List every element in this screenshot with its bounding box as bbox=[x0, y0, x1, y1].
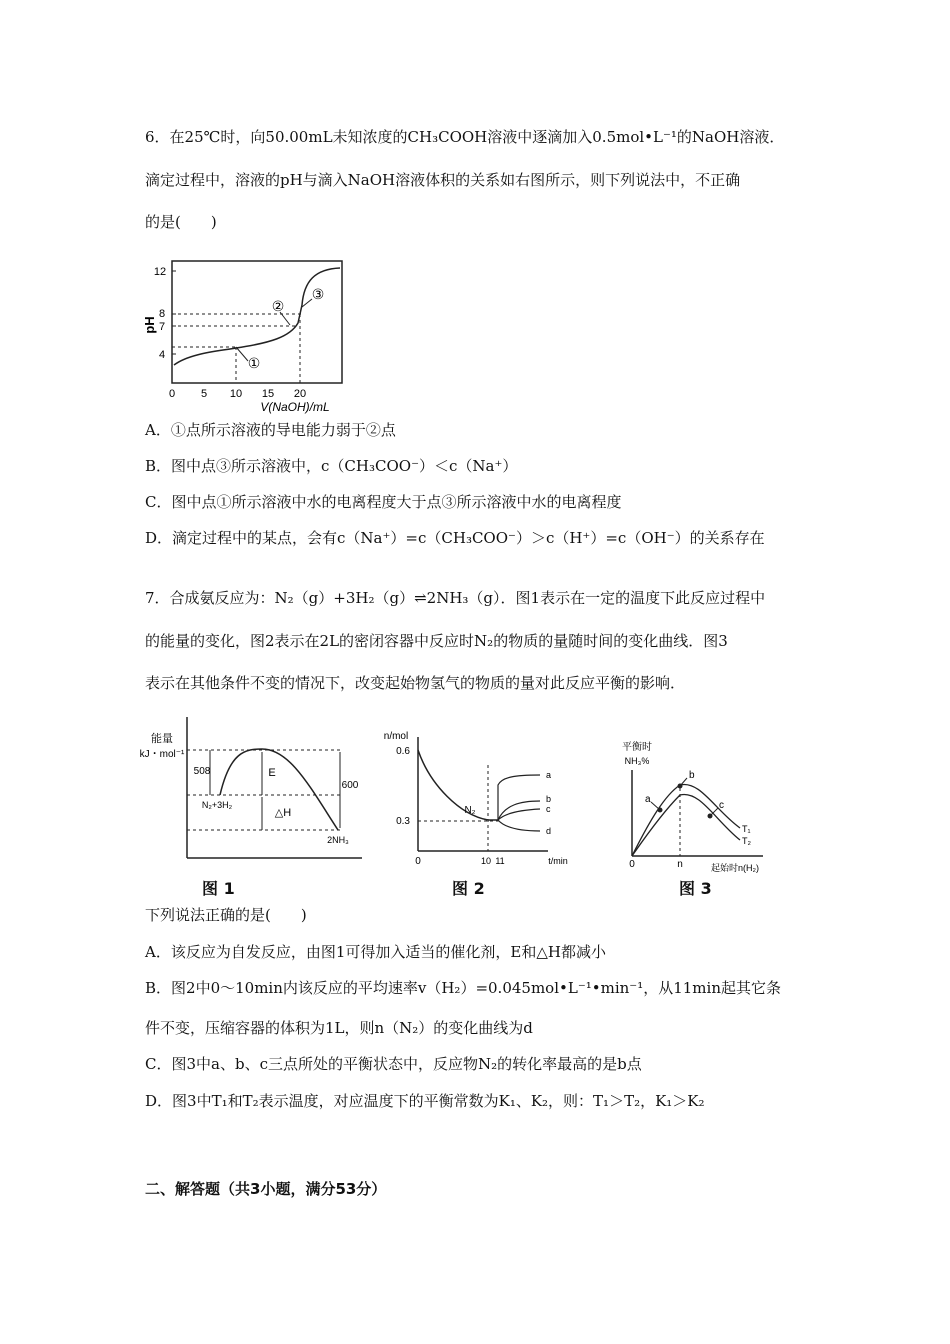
fig2-curve-label: N₂ bbox=[464, 805, 476, 816]
fig2-ytick-03: 0.3 bbox=[396, 816, 410, 827]
fig2-branch-b bbox=[498, 801, 540, 820]
fig2-label-b: b bbox=[546, 794, 552, 804]
q7-stem-line1: 7．合成氨反应为：N₂（g）+3H₂（g）⇌2NH₃（g）．图1表示在一定的温度下此反应过程中 bbox=[145, 589, 766, 607]
q6-stem-line3: 的是( ) bbox=[145, 213, 217, 231]
fig3-xlabel: 起始时n(H₂) bbox=[711, 863, 759, 873]
q6-ytick-8: 8 bbox=[158, 308, 166, 320]
q6-stem-line1: 6．在25℃时，向50.00mL未知浓度的CH₃COOH溶液中逐滴加入0.5mol•L⁻¹的NaOH溶液． bbox=[145, 128, 785, 146]
q6-option-b: B．图中点③所示溶液中，c（CH₃COO⁻）＜c（Na⁺） bbox=[145, 457, 518, 475]
q6-ytick-4: 4 bbox=[158, 349, 166, 361]
q7-option-a: A．该反应为自发反应，由图1可得加入适当的催化剂，E和△H都减小 bbox=[145, 943, 606, 961]
fig2-label-d: d bbox=[546, 826, 552, 836]
q6-option-c: C．图中点①所示溶液中水的电离程度大于点③所示溶液中水的电离程度 bbox=[145, 493, 622, 511]
fig3-label-a: a bbox=[645, 794, 651, 805]
q6-xtick-0: 0 bbox=[168, 388, 176, 400]
fig2-xtick-10: 10 bbox=[480, 856, 492, 866]
fig3-label-c: c bbox=[719, 800, 724, 811]
q6-ytick-7: 7 bbox=[158, 321, 166, 333]
fig2-branch-a bbox=[498, 775, 540, 820]
q6-ylabel: pH bbox=[142, 316, 157, 334]
q7-option-c: C．图3中a、b、c三点所处的平衡状态中，反应物N₂的转化率最高的是b点 bbox=[145, 1055, 642, 1073]
q6-titration-figure bbox=[140, 255, 355, 415]
q6-option-d: D．滴定过程中的某点，会有c（Na⁺）=c（CH₃COO⁻）＞c（H⁺）=c（OH⁻）的关系存在 bbox=[145, 529, 765, 547]
q6-xlabel: V(NaOH)/mL bbox=[260, 400, 330, 414]
fig2-xlabel: t/min bbox=[548, 856, 568, 866]
fig2-xtick-0: 0 bbox=[415, 856, 421, 867]
fig1-caption: 图 1 bbox=[202, 879, 235, 898]
fig2-ytick-06: 0.6 bbox=[396, 746, 410, 757]
q7-fig2-n2-time bbox=[380, 725, 580, 870]
fig2-caption: 图 2 bbox=[452, 879, 485, 898]
q7-question: 下列说法正确的是( ) bbox=[145, 906, 307, 924]
q6-point-3: ③ bbox=[311, 286, 325, 302]
fig1-label-600: 600 bbox=[341, 780, 359, 791]
fig3-label-b: b bbox=[689, 770, 695, 781]
q6-ytick-12: 12 bbox=[153, 266, 167, 278]
fig3-xtick-0: 0 bbox=[629, 859, 635, 870]
q6-option-a: A．①点所示溶液的导电能力弱于②点 bbox=[145, 421, 396, 439]
q6-titration-curve bbox=[174, 268, 340, 365]
fig3-series-T2: T₂ bbox=[742, 836, 751, 846]
q6-xtick-10: 10 bbox=[229, 388, 243, 400]
fig2-xtick-11: 11 bbox=[495, 856, 505, 866]
q7-fig3-nh3-percent bbox=[615, 740, 775, 875]
q7-option-b-line1: B．图2中0～10min内该反应的平均速率v（H₂）=0.045mol•L⁻¹•min⁻¹，从11min起其它条 bbox=[145, 979, 781, 997]
q7-stem-line2: 的能量的变化，图2表示在2L的密闭容器中反应时N₂的物质的量随时间的变化曲线．图3 bbox=[145, 632, 728, 650]
fig1-label-508: 508 bbox=[193, 766, 211, 777]
fig1-label-product: 2NH₃ bbox=[327, 835, 349, 845]
q6-point-2: ② bbox=[271, 298, 285, 314]
q6-xtick-20: 20 bbox=[293, 388, 307, 400]
fig2-label-a: a bbox=[546, 770, 552, 780]
fig2-n2-curve bbox=[418, 750, 498, 820]
fig1-ylabel-2: kJ・mol⁻¹ bbox=[140, 749, 185, 760]
fig3-series-T1: T₁ bbox=[742, 824, 751, 834]
fig3-ylabel-2: NH₃% bbox=[624, 756, 650, 766]
fig2-branch-d bbox=[498, 820, 540, 831]
q7-stem-line3: 表示在其他条件不变的情况下，改变起始物氢气的物质的量对此反应平衡的影响． bbox=[145, 674, 686, 692]
fig1-label-E: E bbox=[268, 767, 276, 779]
fig1-ylabel-1: 能量 bbox=[151, 733, 173, 745]
fig3-caption: 图 3 bbox=[679, 879, 712, 898]
q6-point-1: ① bbox=[247, 355, 261, 371]
fig1-label-dH: △H bbox=[274, 807, 292, 819]
fig2-ylabel: n/mol bbox=[383, 731, 409, 742]
fig3-xtick-n: n bbox=[677, 859, 683, 870]
q7-option-b-line2: 件不变，压缩容器的体积为1L，则n（N₂）的变化曲线为d bbox=[145, 1019, 533, 1037]
fig3-ylabel-1: 平衡时 bbox=[622, 742, 652, 753]
q7-option-d: D．图3中T₁和T₂表示温度，对应温度下的平衡常数为K₁、K₂，则：T₁＞T₂，K₁＞K₂ bbox=[145, 1092, 705, 1110]
q7-fig1-energy bbox=[140, 712, 365, 872]
q6-xtick-15: 15 bbox=[261, 388, 275, 400]
q6-xtick-5: 5 bbox=[200, 388, 208, 400]
fig2-label-c: c bbox=[546, 804, 551, 814]
q6-stem-line2: 滴定过程中，溶液的pH与滴入NaOH溶液体积的关系如右图所示，则下列说法中，不正确 bbox=[145, 171, 741, 189]
fig1-label-reactants: N₂+3H₂ bbox=[201, 800, 233, 810]
section-2-heading: 二、解答题（共3小题，满分53分） bbox=[145, 1180, 387, 1198]
